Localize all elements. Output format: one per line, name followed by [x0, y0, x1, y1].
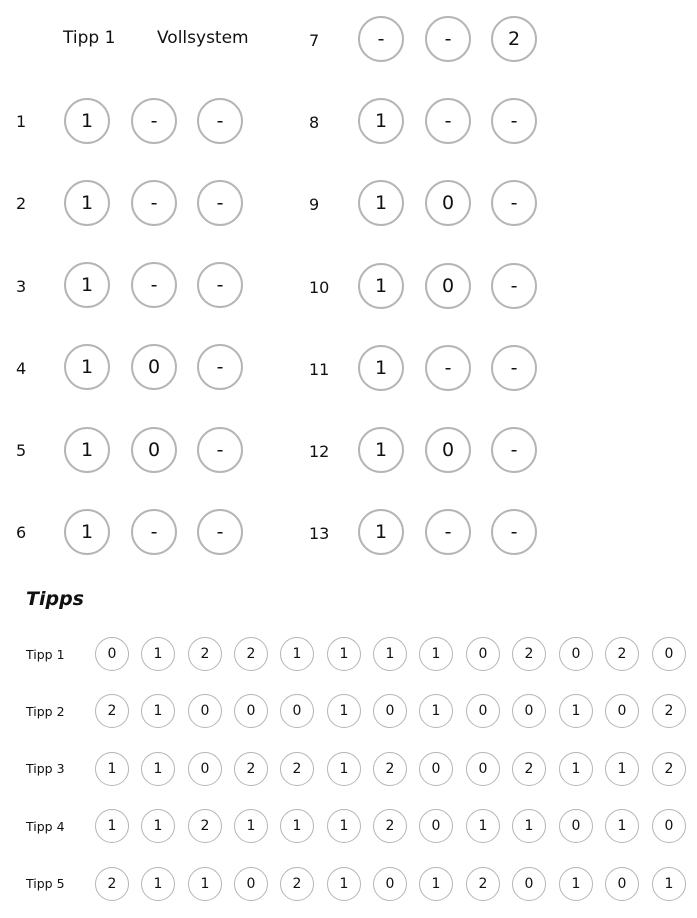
- tipp-value-circle: 0: [512, 694, 546, 728]
- tipp-value-circle: 0: [373, 867, 407, 901]
- tipp-value-circle: 0: [280, 694, 314, 728]
- pick-circle[interactable]: 0: [425, 180, 471, 226]
- tipp-value-circle: 2: [280, 752, 314, 786]
- tipp-value-circle: 1: [419, 694, 453, 728]
- pick-circle[interactable]: -: [131, 262, 177, 308]
- game-number: 10: [309, 278, 330, 297]
- pick-circle[interactable]: -: [491, 345, 537, 391]
- pick-circle[interactable]: 2: [491, 16, 537, 62]
- tipp-value-circle: 0: [234, 867, 268, 901]
- tipp-value-circle: 1: [280, 809, 314, 843]
- game-number: 2: [16, 194, 27, 213]
- pick-circle[interactable]: 0: [131, 427, 177, 473]
- tipp-value-circle: 2: [466, 867, 500, 901]
- tipp-value-circle: 1: [512, 809, 546, 843]
- pick-circle[interactable]: -: [491, 263, 537, 309]
- pick-circle[interactable]: -: [425, 98, 471, 144]
- pick-circle[interactable]: -: [197, 262, 243, 308]
- tipps-section-title: Tipps: [26, 588, 84, 610]
- pick-circle[interactable]: 1: [358, 345, 404, 391]
- tipp-value-circle: 1: [559, 694, 593, 728]
- tipp-value-circle: 0: [466, 752, 500, 786]
- pick-circle[interactable]: 0: [131, 344, 177, 390]
- pick-circle[interactable]: 1: [64, 262, 110, 308]
- game-number: 8: [309, 113, 320, 132]
- tipp-value-circle: 1: [327, 694, 361, 728]
- tipp-value-circle: 1: [327, 867, 361, 901]
- tipp-value-circle: 2: [95, 694, 129, 728]
- tipp-value-circle: 1: [141, 637, 175, 671]
- tipp-value-circle: 1: [419, 867, 453, 901]
- tipp-value-circle: 1: [327, 752, 361, 786]
- game-number: 6: [16, 523, 27, 542]
- tipp-value-circle: 0: [652, 637, 686, 671]
- tipp-value-circle: 1: [559, 752, 593, 786]
- tipp-value-circle: 1: [141, 809, 175, 843]
- tipp-value-circle: 1: [327, 637, 361, 671]
- tipp-value-circle: 1: [95, 752, 129, 786]
- tipp-value-circle: 0: [466, 694, 500, 728]
- game-number: 4: [16, 359, 27, 378]
- game-number: 5: [16, 441, 27, 460]
- pick-circle[interactable]: 1: [64, 509, 110, 555]
- game-number: 1: [16, 112, 27, 131]
- tipp-value-circle: 1: [234, 809, 268, 843]
- tipp-value-circle: 0: [419, 809, 453, 843]
- tipp-value-circle: 2: [373, 752, 407, 786]
- vollsystem-column-header: Vollsystem: [157, 28, 249, 48]
- tipp-value-circle: 1: [652, 867, 686, 901]
- tipp-value-circle: 1: [373, 637, 407, 671]
- tipp-row-label: Tipp 4: [26, 819, 65, 834]
- tipp-value-circle: 2: [234, 637, 268, 671]
- game-number: 13: [309, 524, 330, 543]
- tipp-value-circle: 0: [466, 637, 500, 671]
- tipp-value-circle: 0: [234, 694, 268, 728]
- tipp-row-label: Tipp 2: [26, 704, 65, 719]
- tipp-value-circle: 0: [95, 637, 129, 671]
- tipp-value-circle: 0: [188, 752, 222, 786]
- tipp-value-circle: 0: [188, 694, 222, 728]
- pick-circle[interactable]: 1: [64, 98, 110, 144]
- tipp-value-circle: 0: [652, 809, 686, 843]
- pick-circle[interactable]: 1: [358, 98, 404, 144]
- tipp-column-header: Tipp 1: [63, 28, 116, 48]
- pick-circle[interactable]: 0: [425, 263, 471, 309]
- tipp-value-circle: 2: [234, 752, 268, 786]
- tipp-value-circle: 1: [466, 809, 500, 843]
- tipp-value-circle: 0: [559, 809, 593, 843]
- tipp-value-circle: 2: [95, 867, 129, 901]
- tipp-value-circle: 2: [373, 809, 407, 843]
- pick-circle[interactable]: 1: [64, 180, 110, 226]
- tipp-row-label: Tipp 5: [26, 876, 65, 891]
- tipp-value-circle: 0: [605, 694, 639, 728]
- pick-circle[interactable]: 1: [358, 509, 404, 555]
- pick-circle[interactable]: -: [197, 98, 243, 144]
- pick-circle[interactable]: -: [131, 509, 177, 555]
- tipp-value-circle: 1: [419, 637, 453, 671]
- tipp-value-circle: 0: [605, 867, 639, 901]
- tipp-row-label: Tipp 1: [26, 647, 65, 662]
- tipp-value-circle: 2: [280, 867, 314, 901]
- pick-circle[interactable]: -: [131, 98, 177, 144]
- tipp-value-circle: 2: [605, 637, 639, 671]
- tipp-value-circle: 1: [280, 637, 314, 671]
- pick-circle[interactable]: 0: [425, 427, 471, 473]
- tipp-value-circle: 2: [652, 752, 686, 786]
- pick-circle[interactable]: -: [197, 180, 243, 226]
- game-number: 3: [16, 277, 27, 296]
- tipp-value-circle: 2: [188, 809, 222, 843]
- game-number: 9: [309, 195, 320, 214]
- pick-circle[interactable]: 1: [64, 427, 110, 473]
- pick-circle[interactable]: -: [425, 16, 471, 62]
- pick-circle[interactable]: -: [197, 427, 243, 473]
- pick-circle[interactable]: -: [197, 509, 243, 555]
- tipp-value-circle: 1: [141, 752, 175, 786]
- tipp-value-circle: 0: [419, 752, 453, 786]
- tipp-value-circle: 1: [188, 867, 222, 901]
- pick-circle[interactable]: -: [491, 509, 537, 555]
- game-number: 7: [309, 31, 320, 50]
- pick-circle[interactable]: -: [491, 98, 537, 144]
- tipp-value-circle: 0: [559, 637, 593, 671]
- pick-circle[interactable]: -: [197, 344, 243, 390]
- tipp-value-circle: 2: [652, 694, 686, 728]
- tipp-row-label: Tipp 3: [26, 761, 65, 776]
- pick-circle[interactable]: -: [131, 180, 177, 226]
- tipp-value-circle: 1: [559, 867, 593, 901]
- tipp-value-circle: 1: [141, 867, 175, 901]
- pick-circle[interactable]: -: [425, 509, 471, 555]
- tipp-value-circle: 0: [373, 694, 407, 728]
- tipp-value-circle: 1: [605, 752, 639, 786]
- tipp-value-circle: 1: [141, 694, 175, 728]
- pick-circle[interactable]: 1: [358, 180, 404, 226]
- pick-circle[interactable]: 1: [358, 263, 404, 309]
- tipp-value-circle: 2: [512, 637, 546, 671]
- tipp-value-circle: 2: [512, 752, 546, 786]
- tipp-value-circle: 0: [512, 867, 546, 901]
- tipp-value-circle: 2: [188, 637, 222, 671]
- game-number: 12: [309, 442, 330, 461]
- tipp-value-circle: 1: [605, 809, 639, 843]
- pick-circle[interactable]: -: [425, 345, 471, 391]
- pick-circle[interactable]: -: [491, 180, 537, 226]
- pick-circle[interactable]: 1: [358, 427, 404, 473]
- tipp-value-circle: 1: [95, 809, 129, 843]
- pick-circle[interactable]: 1: [64, 344, 110, 390]
- pick-circle[interactable]: -: [491, 427, 537, 473]
- pick-circle[interactable]: -: [358, 16, 404, 62]
- tipp-value-circle: 1: [327, 809, 361, 843]
- game-number: 11: [309, 360, 330, 379]
